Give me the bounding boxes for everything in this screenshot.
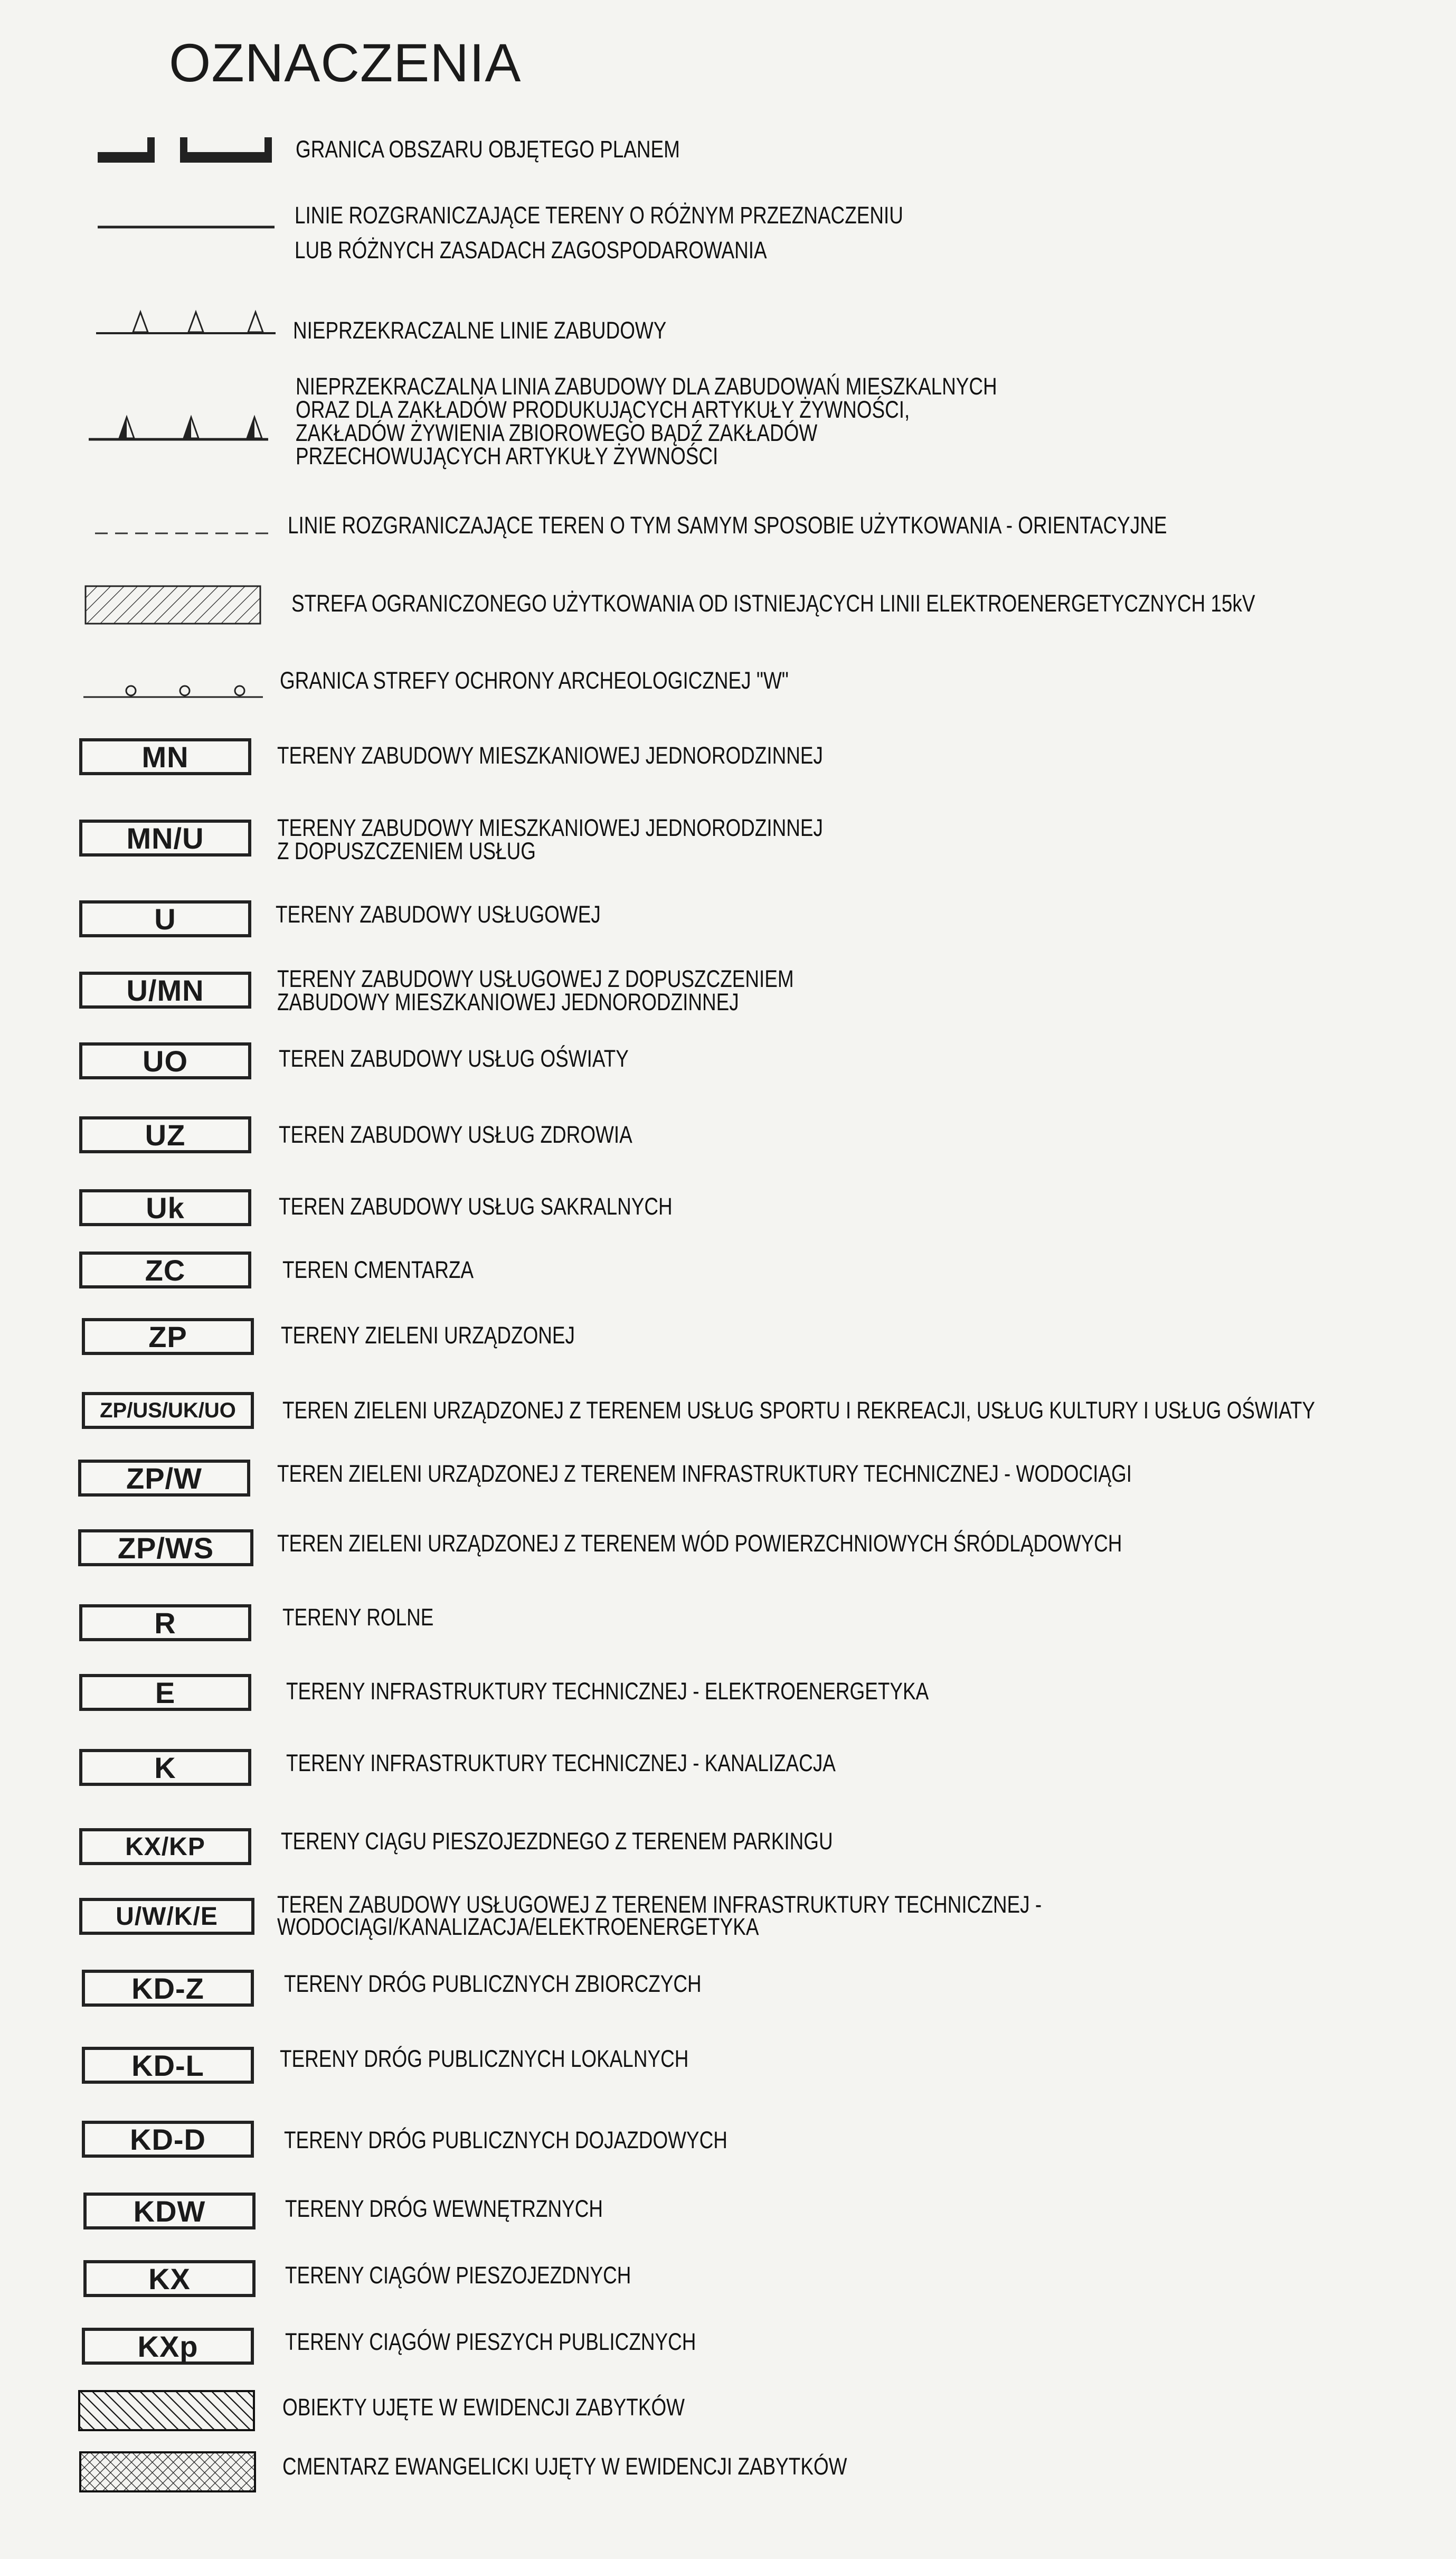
zone-description: TERENY DRÓG PUBLICZNYCH ZBIORCZYCH [284,1970,702,1997]
zone-description: TEREN ZIELENI URZĄDZONEJ Z TERENEM USŁUG SPORTU I REKREACJI, USŁUG KULTURY I USŁUG OŚWIATY [282,1397,1316,1424]
legend-text: OBIEKTY UJĘTE W EWIDENCJI ZABYTKÓW [282,2394,685,2421]
zone-description: TERENY DRÓG WEWNĘTRZNYCH [285,2195,603,2222]
zone-row-UO [0,1042,1456,1083]
zone-code-box: KD-D [82,2121,254,2158]
zone-row-UZ [0,1116,1456,1156]
legend-row-archaeology [0,665,1456,702]
zone-description: TEREN CMENTARZA [282,1256,474,1283]
legend-row-boundary [0,132,1456,169]
zone-row-MN-U [0,814,1456,864]
zone-code-box: ZP/US/UK/UO [82,1392,254,1429]
legend-text: ORAZ DLA ZAKŁADÓW PRODUKUJĄCYCH ARTYKUŁY ŻYWNOŚCI, [296,396,910,423]
zone-code-box: ZP/W [78,1460,250,1497]
building-line-symbol [96,307,276,338]
zone-code-box: UZ [79,1116,251,1153]
zone-row-MN [0,738,1456,778]
legend-row-orientational [0,507,1456,544]
zone-row-KX [0,2260,1456,2300]
zone-row-KX-KP [0,1828,1456,1868]
zone-row-KDW [0,2193,1456,2233]
zone-description: TEREN ZABUDOWY USŁUG ZDROWIA [279,1121,632,1148]
monuments-hatch-symbol [78,2390,255,2431]
zone-code-box: Uk [79,1189,251,1226]
zone-code-box: KD-L [82,2047,254,2084]
zone-row-KD-D [0,2121,1456,2161]
legend-text: NIEPRZEKRACZALNA LINIA ZABUDOWY DLA ZABUDOWAŃ MIESZKALNYCH [296,373,997,400]
building-line-residential-symbol [89,407,268,444]
zone-code-box: KX [83,2260,256,2297]
zone-code-box: U/W/K/E [79,1898,254,1935]
zone-description: TERENY CIĄGU PIESZOJEZDNEGO Z TERENEM PARKINGU [281,1828,833,1855]
zone-row-U-MN [0,965,1456,1015]
zone-code-box: ZC [79,1252,251,1288]
legend-text: STREFA OGRANICZONEGO UŻYTKOWANIA OD ISTNIEJĄCYCH LINII ELEKTROENERGETYCZNYCH 15kV [291,590,1255,617]
zone-row-R [0,1604,1456,1644]
legend-text: LINIE ROZGRANICZAJĄCE TERENY O RÓŻNYM PRZEZNACZENIU [295,202,903,229]
zone-row-ZP-WS [0,1529,1456,1569]
zone-description: TERENY INFRASTRUKTURY TECHNICZNEJ - ELEKTROENERGETYKA [286,1678,929,1705]
legend-text: LINIE ROZGRANICZAJĄCE TEREN O TYM SAMYM SPOSOBIE UŻYTKOWANIA - ORIENTACYJNE [288,512,1167,539]
legend-text: NIEPRZEKRACZALNE LINIE ZABUDOWY [293,317,667,344]
legend-text: PRZECHOWUJĄCYCH ARTYKUŁY ŻYWNOŚCI [296,443,718,469]
zone-description: TERENY ZABUDOWY USŁUGOWEJ Z DOPUSZCZENIEM [277,965,794,992]
zone-row-E [0,1674,1456,1714]
zone-code-box: K [79,1749,251,1786]
zone-row-U [0,900,1456,940]
zone-row-KXp [0,2328,1456,2368]
legend-text: LUB RÓŻNYCH ZASADACH ZAGOSPODAROWANIA [295,237,767,264]
zone-row-ZC [0,1252,1456,1292]
zone-description: TEREN ZIELENI URZĄDZONEJ Z TERENEM WÓD POWIERZCHNIOWYCH ŚRÓDLĄDOWYCH [277,1530,1122,1557]
zone-row-U-W-K-E [0,1891,1456,1940]
power-line-zone-symbol [84,585,261,625]
zone-code-box: KX/KP [79,1828,251,1865]
orientational-line-symbol [95,531,269,536]
zone-description: TERENY DRÓG PUBLICZNYCH DOJAZDOWYCH [284,2127,727,2153]
archaeology-zone-symbol [83,673,263,700]
cemetery-crosshatch-symbol [79,2451,256,2492]
zone-row-KD-L [0,2047,1456,2087]
legend-text: GRANICA STREFY OCHRONY ARCHEOLOGICZNEJ "W" [280,667,789,694]
zone-description: ZABUDOWY MIESZKANIOWEJ JEDNORODZINNEJ [277,989,739,1015]
zone-row-ZP-W [0,1460,1456,1500]
zone-description: TERENY DRÓG PUBLICZNYCH LOKALNYCH [280,2045,689,2072]
zone-description: Z DOPUSZCZENIEM USŁUG [277,838,536,864]
zone-code-box: U/MN [79,972,251,1009]
zone-description: TEREN ZABUDOWY USŁUG OŚWIATY [279,1045,629,1072]
zone-code-box: KDW [83,2193,256,2229]
legend-row-power-line-zone [0,581,1456,628]
zone-description: TERENY ROLNE [282,1604,434,1631]
zone-code-box: U [79,900,251,937]
zone-description: WODOCIĄGI/KANALIZACJA/ELEKTROENERGETYKA [277,1913,759,1940]
zone-code-box: ZP [82,1318,254,1355]
legend-text: CMENTARZ EWANGELICKI UJĘTY W EWIDENCJI ZABYTKÓW [282,2453,847,2480]
zone-code-box: MN/U [79,820,251,857]
zone-description: TERENY ZABUDOWY MIESZKANIOWEJ JEDNORODZINNEJ [277,814,823,841]
plan-boundary-symbol [98,137,277,164]
page-title: OZNACZENIA [169,33,522,93]
zone-code-box: ZP/WS [78,1529,253,1566]
zone-description: TEREN ZABUDOWY USŁUG SAKRALNYCH [279,1193,673,1220]
zone-row-Uk [0,1189,1456,1229]
zone-row-ZP [0,1318,1456,1358]
legend-row-demarcation [0,203,1456,267]
zone-description: TERENY CIĄGÓW PIESZOJEZDNYCH [285,2262,631,2289]
legend-row-cemetery [0,2450,1456,2492]
legend-text: ZAKŁADÓW ŻYWIENIA ZBIOROWEGO BĄDŹ ZAKŁADÓW [296,419,818,446]
zone-row-ZP-US-UK-UO [0,1392,1456,1432]
legend-row-monuments [0,2389,1456,2431]
zone-code-box: R [79,1604,251,1641]
zone-description: TERENY ZIELENI URZĄDZONEJ [281,1322,575,1349]
zone-row-K [0,1749,1456,1789]
zone-description: TEREN ZABUDOWY USŁUGOWEJ Z TERENEM INFRASTRUKTURY TECHNICZNEJ - [277,1891,1042,1918]
zone-code-box: KXp [82,2328,254,2365]
zone-code-box: E [79,1674,251,1711]
legend-text: GRANICA OBSZARU OBJĘTEGO PLANEM [296,136,680,163]
zone-code-box: MN [79,738,251,775]
demarcation-line-symbol [98,224,275,230]
zone-description: TEREN ZIELENI URZĄDZONEJ Z TERENEM INFRASTRUKTURY TECHNICZNEJ - WODOCIĄGI [277,1460,1132,1487]
zone-description: TERENY ZABUDOWY MIESZKANIOWEJ JEDNORODZINNEJ [277,742,823,769]
zone-description: TERENY ZABUDOWY USŁUGOWEJ [276,901,601,928]
zone-description: TERENY INFRASTRUKTURY TECHNICZNEJ - KANALIZACJA [286,1749,836,1776]
legend-row-building-line-residential [0,375,1456,475]
zone-description: TERENY CIĄGÓW PIESZYCH PUBLICZNYCH [285,2328,696,2355]
zone-code-box: KD-Z [82,1970,254,2007]
legend-row-building-lines [0,304,1456,346]
zone-row-KD-Z [0,1970,1456,2010]
zone-code-box: UO [79,1042,251,1079]
